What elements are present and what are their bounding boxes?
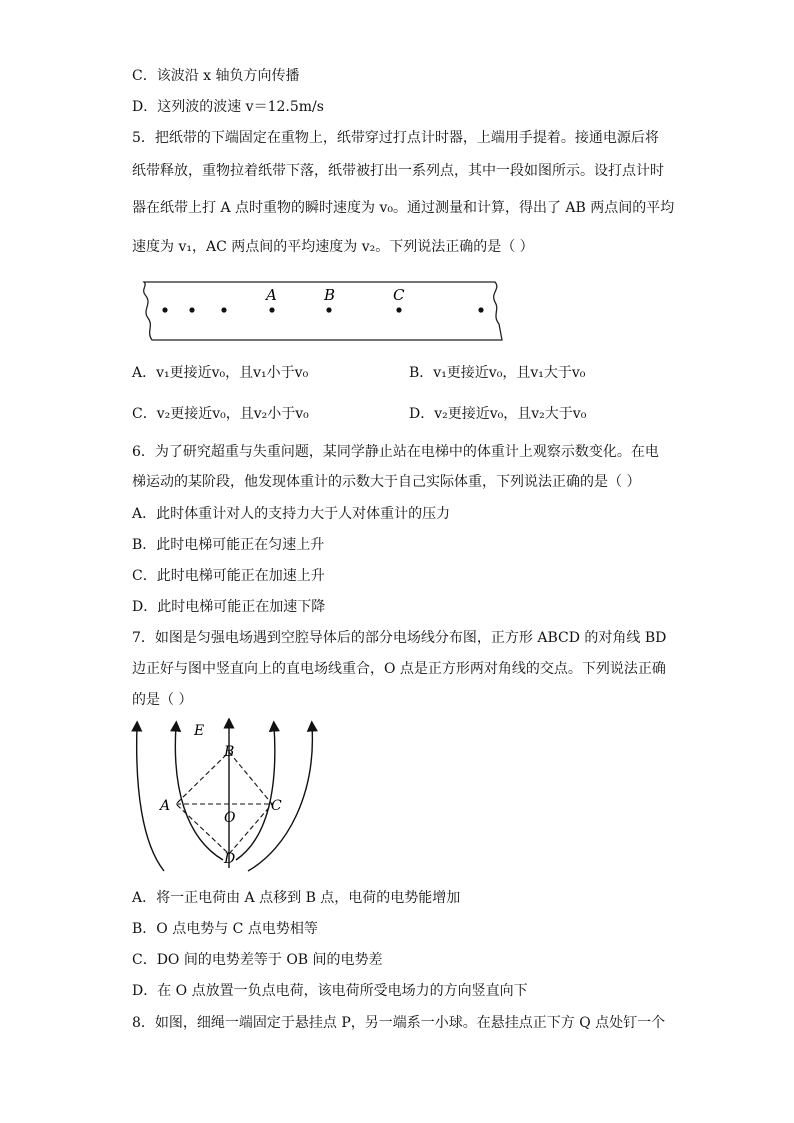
- q6-option-b: B．此时电梯可能正在匀速上升: [132, 537, 325, 553]
- paper-tape-figure: [130, 280, 510, 342]
- tape-label-a: A: [266, 286, 277, 304]
- tape-dot-c: [396, 307, 401, 312]
- q5-option-a: A．v₁更接近v₀，且v₁小于v₀: [132, 365, 309, 381]
- q7-stem-line-1: 7．如图是匀强电场遇到空腔导体后的部分电场线分布图，正方形 ABCD 的对角线 BD: [132, 630, 667, 646]
- q4-option-d: D．这列波的波速 v＝12.5m/s: [132, 99, 324, 115]
- q4-option-c: C．该波沿 x 轴负方向传播: [132, 68, 300, 84]
- q5-stem-line-4: 速度为 v₁，AC 两点间的平均速度为 v₂。下列说法正确的是（ ）: [132, 239, 534, 255]
- q7-stem-line-3: 的是（ ）: [132, 692, 193, 708]
- label-e: E: [194, 723, 205, 739]
- tape-dot: [221, 307, 226, 312]
- tape-label-c: C: [393, 286, 405, 304]
- tape-dot: [189, 307, 194, 312]
- q7-option-c: C．DO 间的电势差等于 OB 间的电势差: [132, 952, 383, 968]
- q6-option-a: A．此时体重计对人的支持力大于人对体重计的压力: [132, 506, 451, 522]
- q5-stem-line-1: 5．把纸带的下端固定在重物上，纸带穿过打点计时器，上端用手提着。接通电源后将: [132, 130, 659, 146]
- q6-option-c: C．此时电梯可能正在加速上升: [132, 568, 325, 584]
- label-c: C: [271, 798, 282, 814]
- q7-option-a: A．将一正电荷由 A 点移到 B 点，电荷的电势能增加: [132, 890, 461, 906]
- q6-option-d: D．此时电梯可能正在加速下降: [132, 599, 326, 615]
- q6-stem-line-2: 梯运动的某阶段，他发现体重计的示数大于自己实际体重，下列说法正确的是（ ）: [132, 474, 641, 490]
- q6-stem-line-1: 6．为了研究超重与失重问题，某同学静止站在电梯中的体重计上观察示数变化。在电: [132, 444, 659, 460]
- tape-label-b: B: [324, 286, 336, 304]
- label-o: O: [224, 810, 236, 826]
- tape-dot: [478, 307, 483, 312]
- tape-dot: [162, 307, 167, 312]
- label-b: B: [224, 744, 235, 760]
- paper-tape-outline: [144, 282, 502, 340]
- q8-stem-line-1: 8．如图，细绳一端固定于悬挂点 P，另一端系一小球。在悬挂点正下方 Q 点处钉一个: [132, 1015, 666, 1031]
- q7-option-b: B．O 点电势与 C 点电势相等: [132, 921, 318, 937]
- square-abcd: [176, 752, 272, 854]
- q5-option-c: C．v₂更接近v₀，且v₂小于v₀: [132, 406, 309, 422]
- tape-dot-a: [269, 307, 274, 312]
- tape-dot-b: [326, 307, 331, 312]
- electric-field-figure: [128, 718, 328, 878]
- q7-option-d: D．在 O 点放置一负点电荷，该电荷所受电场力的方向竖直向下: [132, 983, 528, 999]
- q5-stem-line-2: 纸带释放，重物拉着纸带下落，纸带被打出一系列点，其中一段如图所示。设打点计时: [132, 163, 664, 179]
- q7-stem-line-2: 边正好与图中竖直向上的直电场线重合，O 点是正方形两对角线的交点。下列说法正确: [132, 661, 666, 677]
- q5-option-d: D．v₂更接近v₀，且v₂大于v₀: [409, 406, 587, 422]
- label-a: A: [160, 798, 171, 814]
- q5-option-b: B．v₁更接近v₀，且v₁大于v₀: [409, 365, 586, 381]
- label-d: D: [224, 851, 236, 867]
- field-line-left-inner: [175, 726, 223, 860]
- q5-stem-line-3: 器在纸带上打 A 点时重物的瞬时速度为 v₀。通过测量和计算，得出了 AB 两点间的平均: [132, 200, 675, 216]
